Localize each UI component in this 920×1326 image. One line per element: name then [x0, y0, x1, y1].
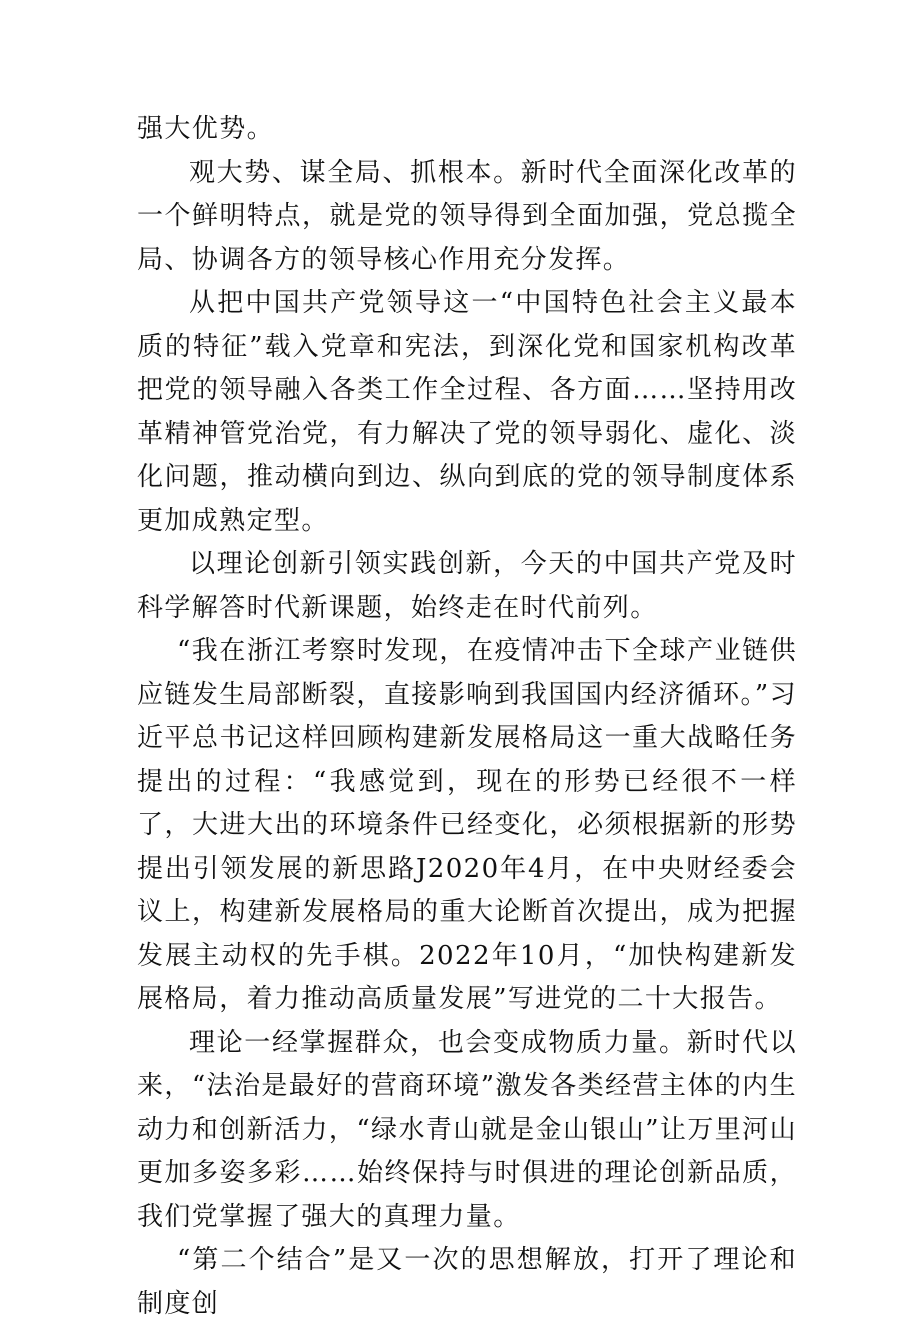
paragraph-2: 观大势、谋全局、抓根本。新时代全面深化改革的一个鲜明特点，就是党的领导得到全面加强，党总揽全局、协调各方的领导核心作用充分发挥。 — [137, 157, 797, 275]
paragraph-3: 从把中国共产党领导这一“中国特色社会主义最本质的特征”载入党章和宪法，到深化党和国家机构改革把党的领导融入各类工作全过程、各方面……坚持用改革精神管党治党，有力解决了党的领导弱化、虚化、淡化问题，推动横向到边、纵向到底的党的领导制度体系更加成熟定型。 — [137, 288, 797, 536]
paragraph-4: 以理论创新引领实践创新，今天的中国共产党及时科学解答时代新课题，始终走在时代前列。 — [137, 549, 797, 623]
article-body — [137, 108, 797, 1326]
paragraph-1: 强大优势。 — [137, 114, 275, 144]
paragraph-5: “我在浙江考察时发现，在疫情冲击下全球产业链供应链发生局部断裂，直接影响到我国国内经济循环。”习近平总书记这样回顾构建新发展格局这一重大战略任务提出的过程：“我感觉到，现在的形势已经很不一样了，大进大出的环境条件已经变化，必须根据新的形势提出引领发展的新思路J2020年4月，在中央财经委会议上，构建新发展格局的重大论断首次提出，成为把握发展主动权的先手棋。2022年10月，“加快构建新发展格局，着力推动高质量发展”写进党的二十大报告。 — [137, 636, 797, 1014]
paragraph-6: 理论一经掌握群众，也会变成物质力量。新时代以来，“法治是最好的营商环境”激发各类经营主体的内生动力和创新活力，“绿水青山就是金山银山”让万里河山更加多姿多彩……始终保持与时俱进的理论创新品质，我们党掌握了强大的真理力量。 — [137, 1027, 797, 1232]
paragraph-7: “第二个结合”是又一次的思想解放，打开了理论和制度创 — [137, 1245, 797, 1319]
